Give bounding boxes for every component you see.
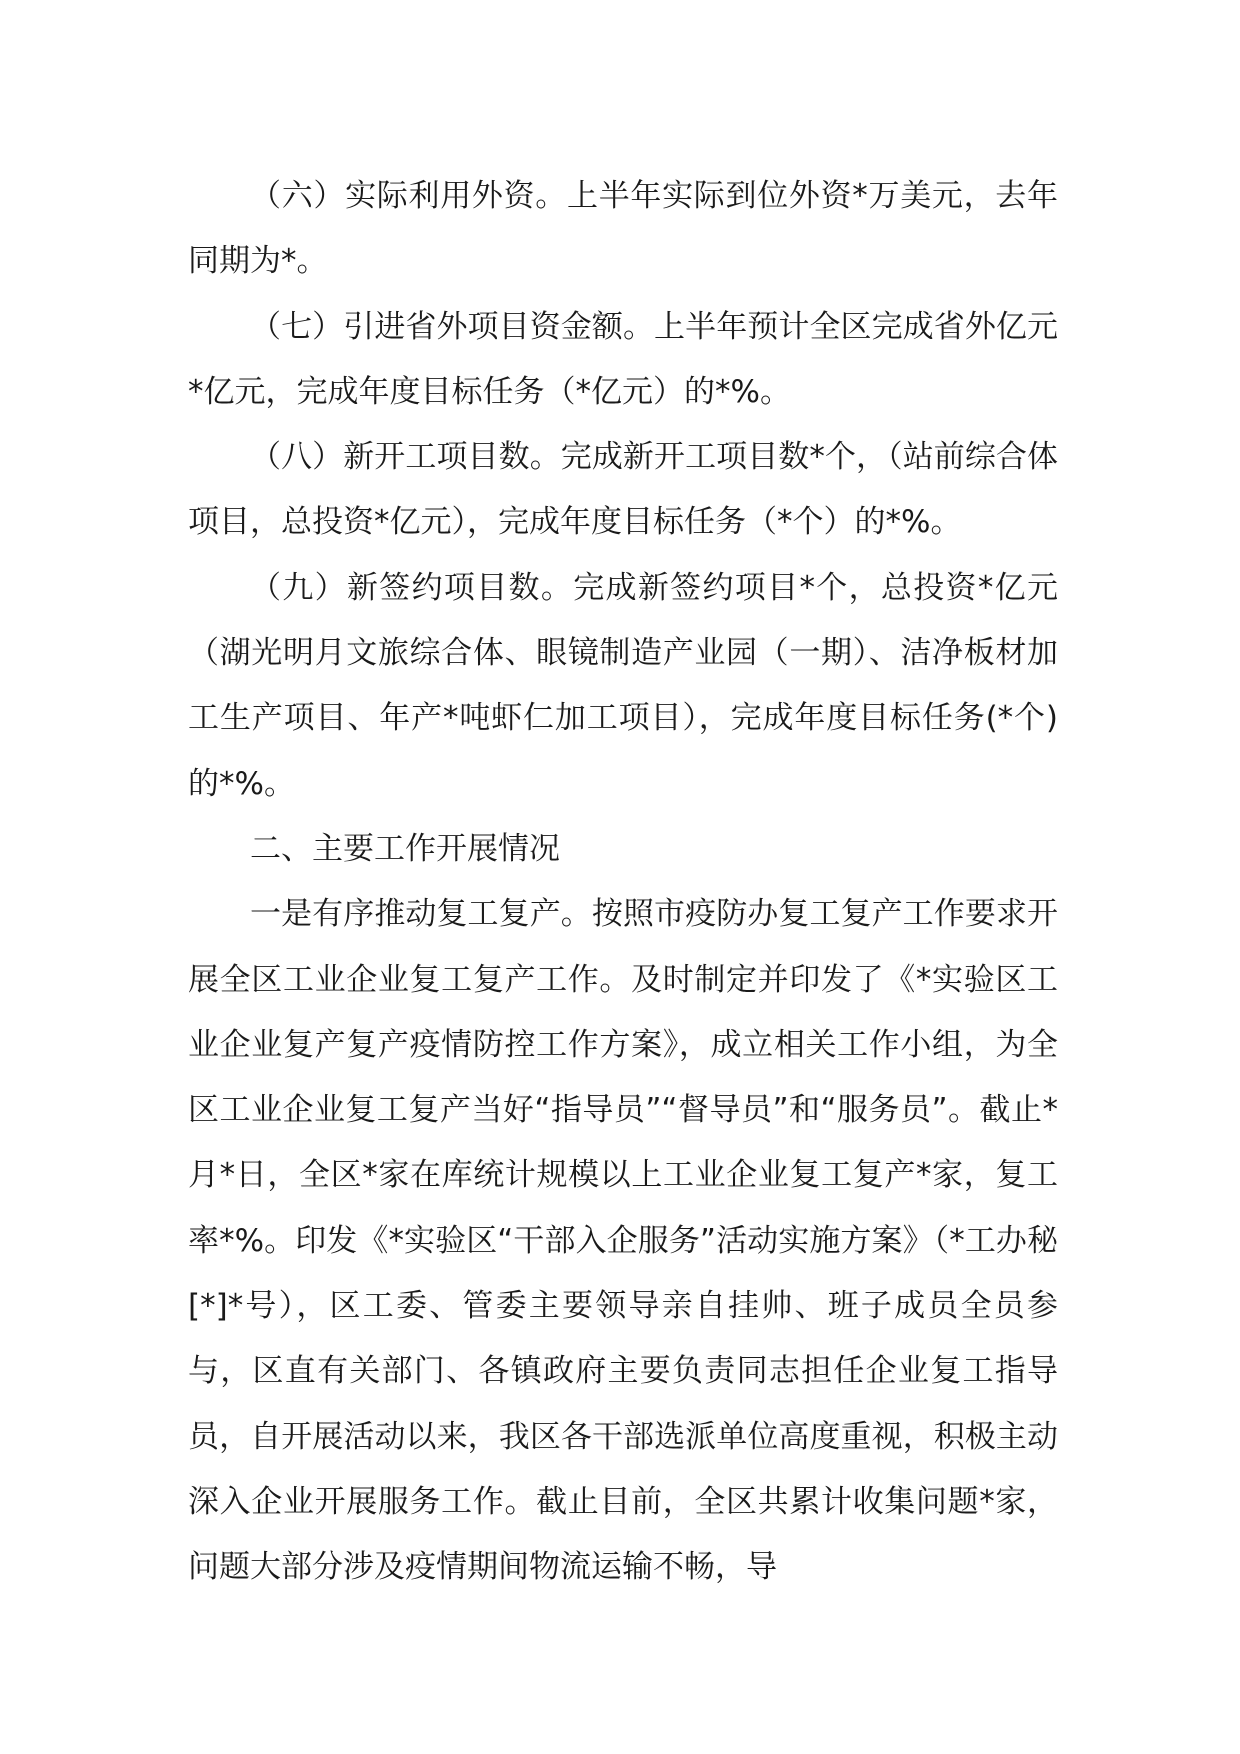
paragraph-foreign-investment: （六）实际利用外资。上半年实际到位外资*万美元，去年同期为*。	[188, 178, 1058, 280]
document-body	[188, 164, 1058, 1601]
paragraph-new-signed-projects: （九）新签约项目数。完成新签约项目*个，总投资*亿元（湖光明月文旅综合体、眼镜制造产业园（一期）、洁净板材加工生产项目、年产*吨虾仁加工项目），完成年度目标任务(*个)的*%。	[188, 569, 1058, 802]
section-heading-main-work: 二、主要工作开展情况	[250, 830, 560, 867]
paragraph-resumption-of-work: 一是有序推动复工复产。按照市疫防办复工复产工作要求开展全区工业企业复工复产工作。及时制定并印发了《*实验区工业企业复产复产疫情防控工作方案》，成立相关工作小组，为全区工业企业复工复产当好“指导员”“督导员”和“服务员”。截止*月*日，全区*家在库统计规模以上工业企业复工复产*家，复工率*%。印发《*实验区“干部入企服务”活动实施方案》（*工办秘[*]*号），区工委、管委主要领导亲自挂帅、班子成员全员参与，区直有关部门、各镇政府主要负责同志担任企业复工指导员，自开展活动以来，我区各干部选派单位高度重视，积极主动深入企业开展服务工作。截止目前，全区共累计收集问题*家，问题大部分涉及疫情期间物流运输不畅，导	[188, 896, 1058, 1586]
paragraph-new-construction-projects: （八）新开工项目数。完成新开工项目数*个，（站前综合体项目，总投资*亿元），完成年度目标任务（*个）的*%。	[188, 439, 1058, 541]
paragraph-external-project-funds: （七）引进省外项目资金额。上半年预计全区完成省外亿元*亿元，完成年度目标任务（*亿元）的*%。	[188, 308, 1058, 410]
